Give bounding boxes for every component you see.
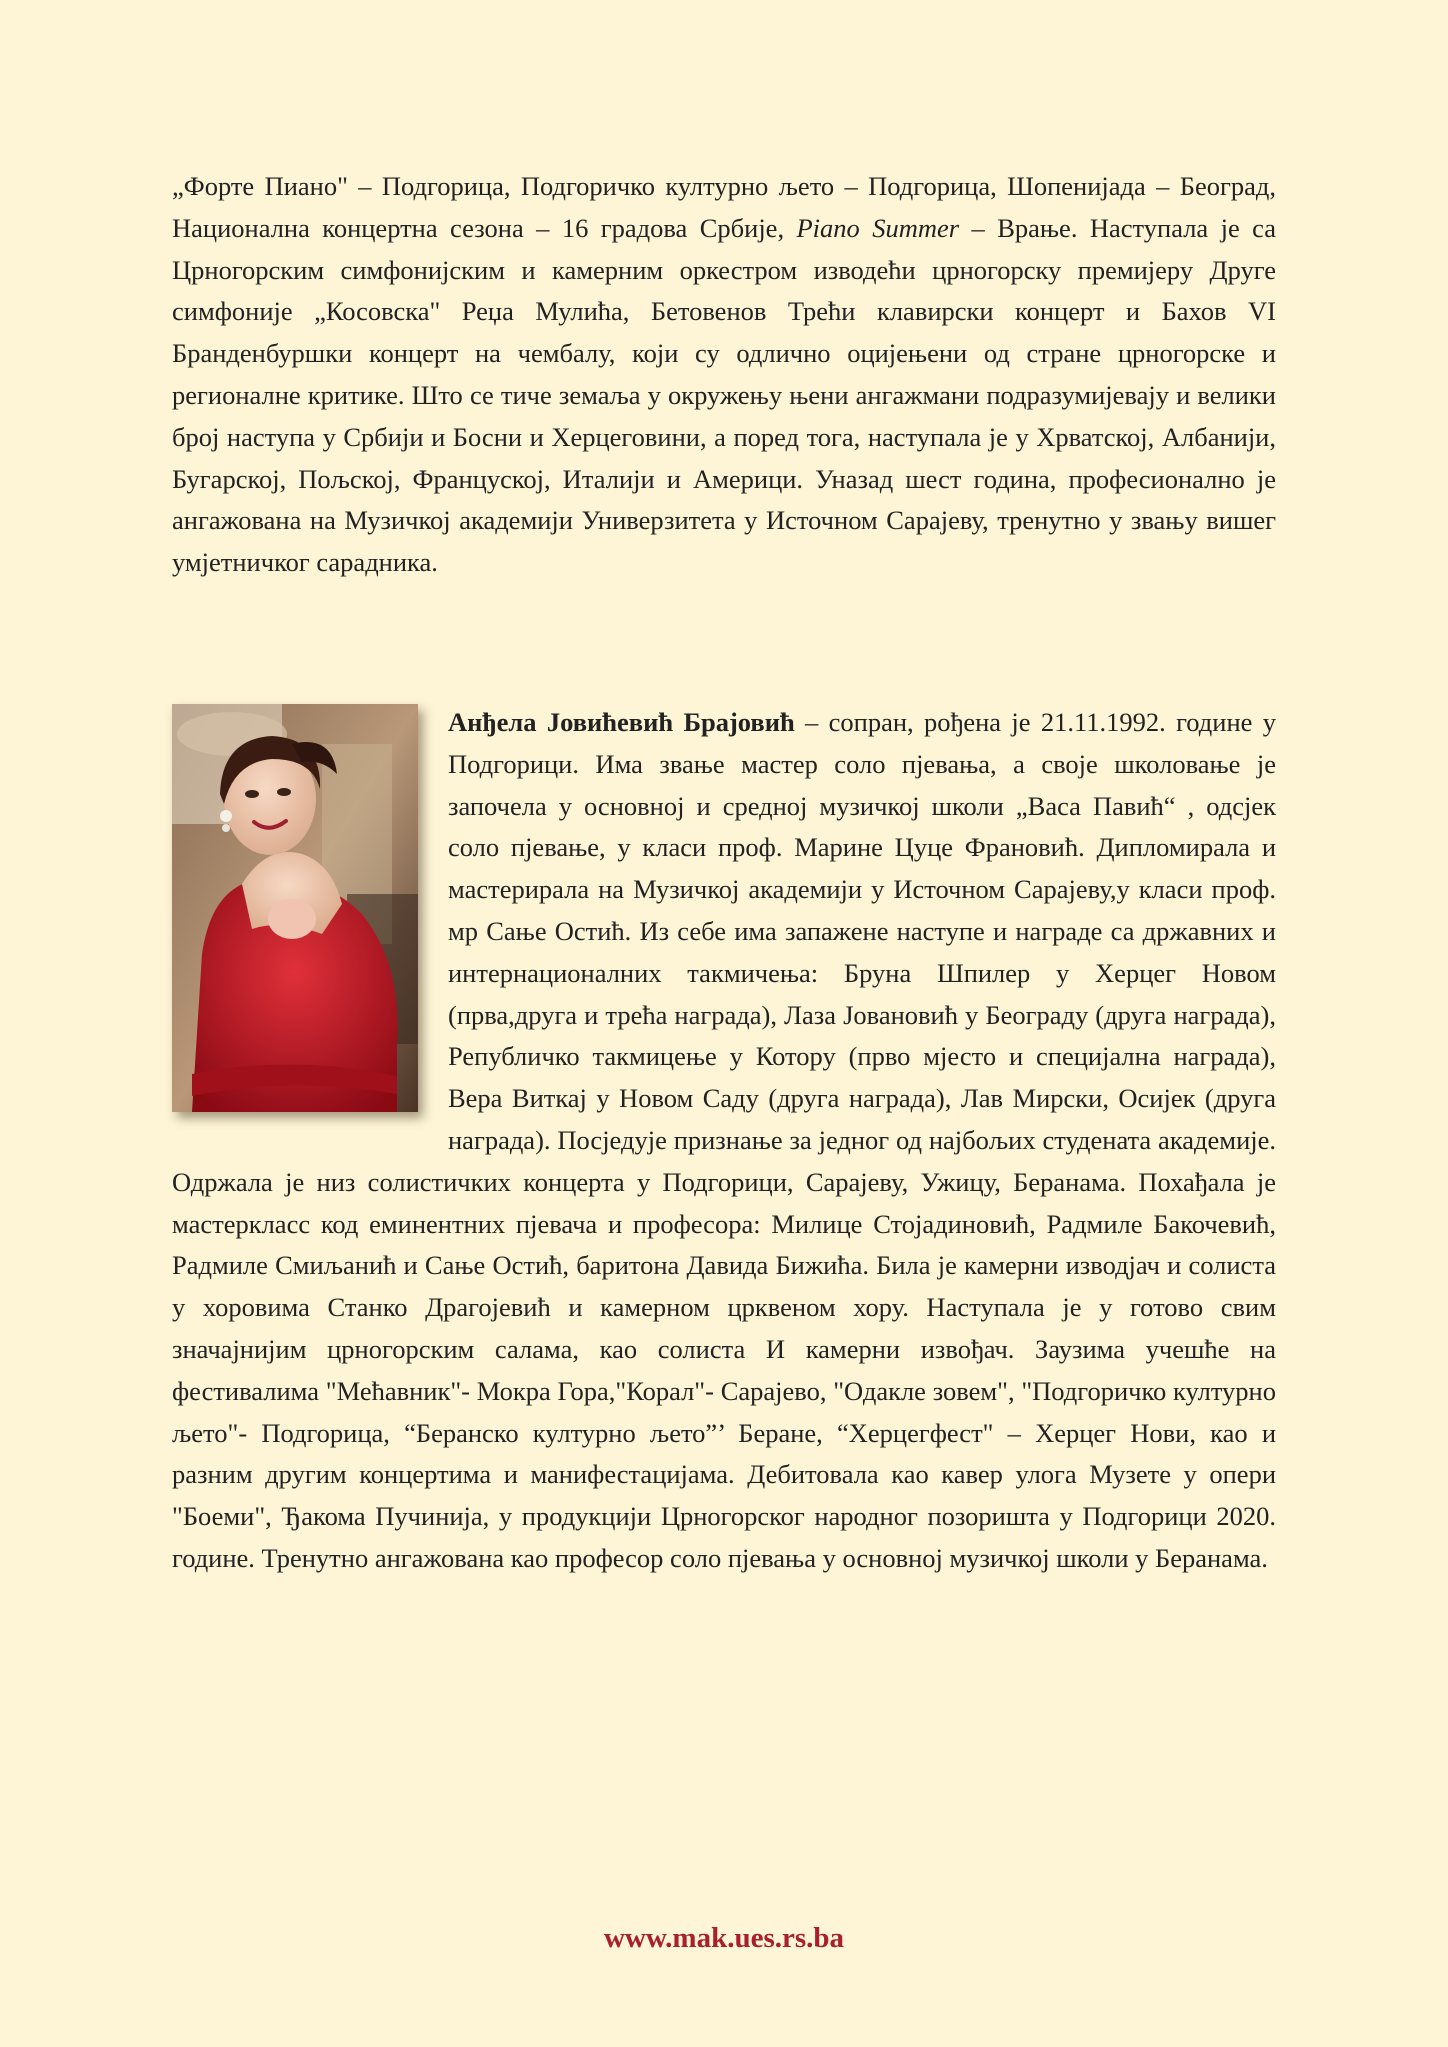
bio-text: – сопран, рођена је 21.11.1992. године у Подгорици. Има звање мастер соло пјевања, а своје школовање је започела у основној и средној музичкој школи „Васа Павић“ , одсјек соло пјевање, у класи проф. Марине Цуце Франовић. Дипломирала и мастерирала на Музичкој академији у Источном Сарајеву,у класи проф. мр Сање Остић. Из себе има запажене наступе и награде са државних и интернационалних такмичења: Бруна Шпилер у Херцег Новом (прва,друга и трећа награда), Лаза Јовановић у Београду (друга награда), Републичко такмицење у Котору (прво мјесто и специјална награда), Вера Виткај у Новом Саду (друга награда), Лав Мирски, Осијек (друга награда). Посједује признање за једног од најбољих студената академије. Одржала је низ солистичких концерта у Подгорици, Сарајеву, Ужицу, Беранама. Похађала је мастеркласс код еминентних пјевача и професора: Милице Стојадиновић, Радмиле Бакочевић, Радмиле Смиљанић и Сање Остић, баритона Давида Бижића. Била је камерни изводјач и солиста у хоровима Станко Драгојевић и камерном црквеном хору. Наступала је у готово свим значајнијим црногорским салама, као солиста И камерни извођач. Заузима учешће на фестивалима "Мећавник"- Мокра Гора,"Корал"- Сарајево, "Одакле зовем", "Подгоричко културно љето"- Подгорица, “Беранско културно љето”’ Беране, “Херцегфест" – Херцег Нови, као и разним другим концертима и манифестацијама. Дебитовала као кавер улога Музете у опери "Боеми", Ђакома Пучинија, у продукцији Црногорског народног позоришта у Подгорици 2020. године. Тренутно ангажована као професор соло пјевања у основној музичкој школи у Беранама. bbox=[172, 706, 1276, 1573]
intro-italic-text: Piano Summer bbox=[796, 212, 960, 243]
bio-section bbox=[172, 702, 1276, 1580]
bio-name: Анђела Јовићевић Брајовић bbox=[448, 706, 795, 737]
intro-text-part1: „Форте Пиано" – Подгорица, Подгоричко културно љето – Подгорица, Шопенијада – Београд, Национална концертна сезона – 16 градова Србије, bbox=[172, 171, 1276, 243]
portrait-photo bbox=[172, 704, 418, 1112]
intro-paragraph bbox=[172, 166, 1276, 584]
footer-website-link[interactable]: www.mak.ues.rs.ba bbox=[603, 1922, 845, 1954]
page-content bbox=[172, 166, 1276, 1580]
intro-text-part2: – Врање. Наступала је са Црногорским симфонијским и камерним оркестром изводећи црногорску премијеру Друге симфоније „Косовска" Реџа Мулића, Бетовенов Трећи клавирски концерт и Бахов VI Бранденбуршки концерт на чембалу, који су одлично оцијењени од стране црногорске и регионалне критике. Што се тиче земаља у окружењу њени ангажмани подразумијевају и велики број наступа у Србији и Босни и Херцеговини, а поред тога, наступала је у Хрватској, Албанији, Бугарској, Пољској, Француској, Италији и Америци. Уназад шест година, професионално је ангажована на Музичкој академији Универзитета у Источном Сарајеву, тренутно у звању вишег умјетничког сарадника. bbox=[172, 212, 1277, 578]
